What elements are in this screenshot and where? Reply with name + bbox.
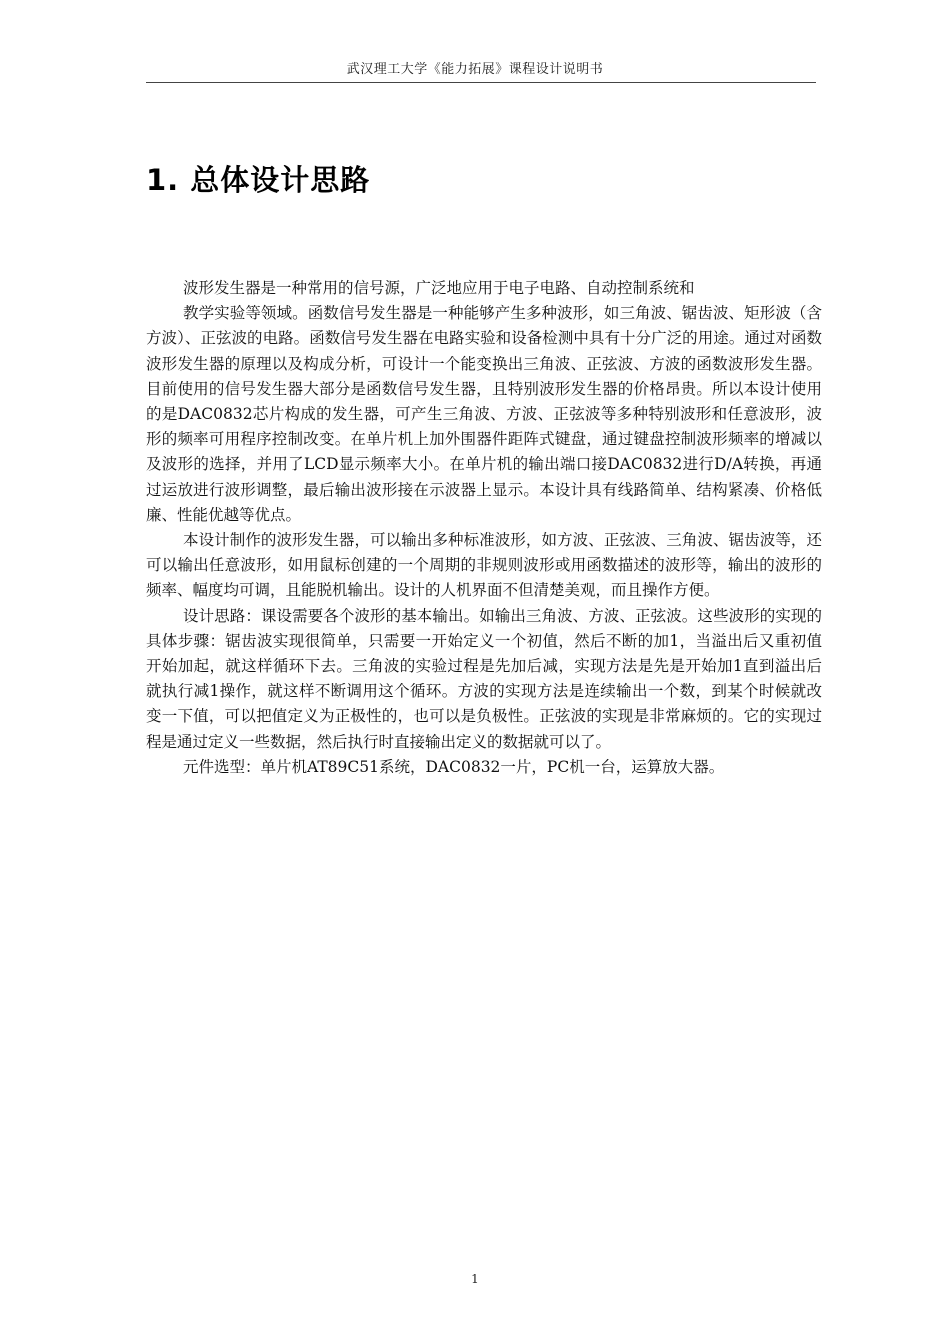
paragraph-design-idea: 设计思路：课设需要各个波形的基本输出。如输出三角波、方波、正弦波。这些波形的实现的具体步骤：锯齿波实现很简单，只需要一开始定义一个初值，然后不断的加1，当溢出后又重初值开始加起，就这样循环下去。三角波的实验过程是先加后减，实现方法是先是开始加1直到溢出后就执行减1操作，就这样不断调用这个循环。方波的实现方法是连续输出一个数，到某个时候就改变一下值，可以把值定义为正极性的，也可以是负极性。正弦波的实现是非常麻烦的。它的实现过程是通过定义一些数据，然后执行时直接输出定义的数据就可以了。: [146, 606, 822, 751]
body-text: [146, 276, 822, 780]
page-header: 武汉理工大学《能力拓展》课程设计说明书: [346, 62, 604, 77]
section-title: 1. 总体设计思路: [146, 163, 371, 197]
paragraph-overview: 教学实验等领域。函数信号发生器是一种能够产生多种波形，如三角波、锯齿波、矩形波（含方波）、正弦波的电路。函数信号发生器在电路实验和设备检测中具有十分广泛的用途。通过对函数波形发生器的原理以及构成分析，可设计一个能变换出三角波、正弦波、方波的函数波形发生器。目前使用的信号发生器大部分是函数信号发生器，且特别波形发生器的价格昂贵。所以本设计使用的是DAC0832芯片构成的发生器，可产生三角波、方波、正弦波等多种特别波形和任意波形，波形的频率可用程序控制改变。在单片机上加外围器件距阵式键盘，通过键盘控制波形频率的增减以及波形的选择，并用了LCD显示频率大小。在单片机的输出端口接DAC0832进行D/A转换，再通过运放进行波形调整，最后输出波形接在示波器上显示。本设计具有线路简单、结构紧凑、价格低廉、性能优越等优点。: [146, 304, 822, 524]
paragraph-intro-line: 波形发生器是一种常用的信号源，广泛地应用于电子电路、自动控制系统和: [183, 279, 695, 297]
header-divider: [146, 82, 816, 83]
page-number: 1: [471, 1272, 479, 1286]
paragraph-components: 元件选型：单片机AT89C51系统，DAC0832一片，PC机一台，运算放大器。: [183, 757, 725, 776]
paragraph-features: 本设计制作的波形发生器，可以输出多种标准波形，如方波、正弦波、三角波、锯齿波等，还可以输出任意波形，如用鼠标创建的一个周期的非规则波形或用函数描述的波形等，输出的波形的频率、幅度均可调，且能脱机输出。设计的人机界面不但清楚美观，而且操作方便。: [146, 531, 822, 600]
